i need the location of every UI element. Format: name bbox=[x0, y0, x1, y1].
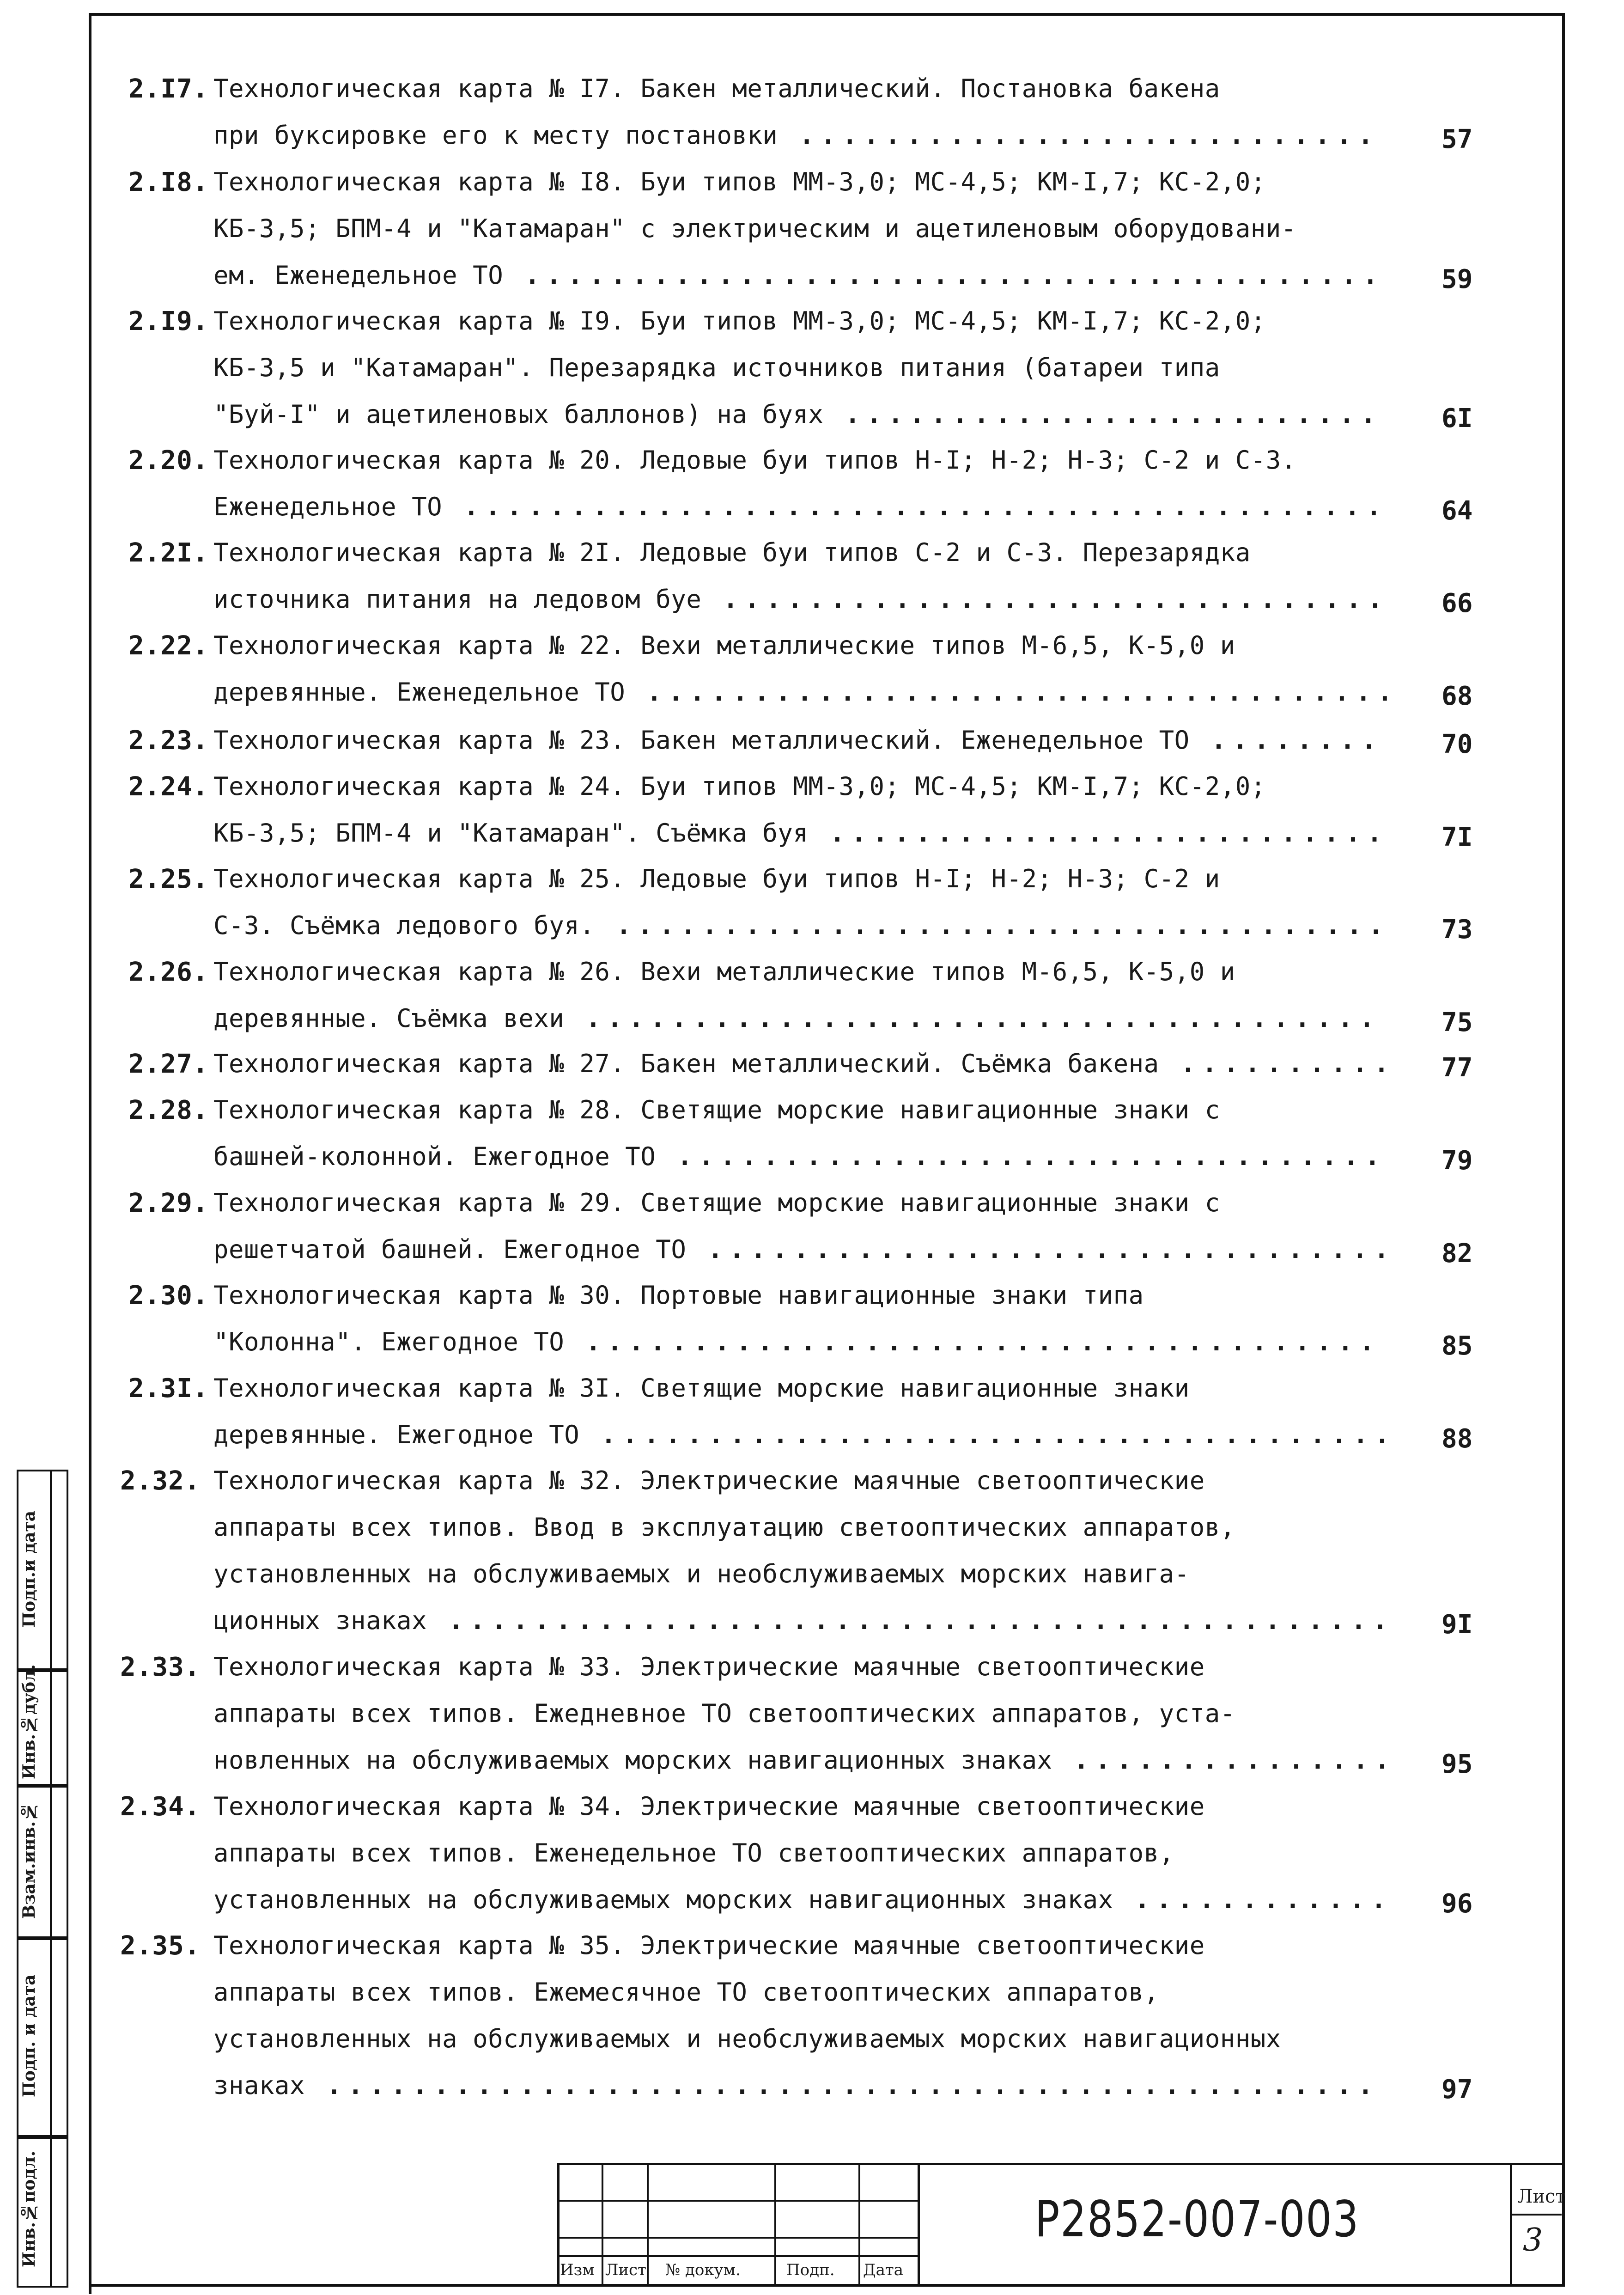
title-block-col-line-1 bbox=[602, 2163, 603, 2284]
toc-entry-number: 2.I7. bbox=[128, 74, 209, 104]
toc-entry-text: Технологическая карта № I7. Бакен металлический. Постановка бакена bbox=[213, 74, 1220, 103]
toc-entry-text: "Колонна". Ежегодное ТО bbox=[213, 1327, 565, 1356]
toc-entry-line bbox=[213, 1188, 1220, 1217]
toc-entry-number: 2.I8. bbox=[128, 167, 209, 197]
toc-entry-text: Технологическая карта № 2I. Ледовые буи типов С-2 и С-3. Перезарядка bbox=[213, 538, 1251, 567]
toc-entry-page-number: 85 bbox=[1442, 1331, 1473, 1361]
toc-entry-page-number: 97 bbox=[1442, 2075, 1473, 2105]
toc-entry-text: Технологическая карта № 20. Ледовые буи типов Н-I; Н-2; Н-3; С-2 и С-3. bbox=[213, 446, 1296, 475]
toc-entry-text: установленных на обслуживаемых и необслуживаемых морских навига- bbox=[213, 1559, 1190, 1588]
title-block-sheet-row-line bbox=[1510, 2214, 1562, 2216]
toc-entry-text: Технологическая карта № 30. Портовые навигационные знаки типа bbox=[213, 1281, 1144, 1310]
dot-leader: ............................... bbox=[701, 585, 1389, 614]
toc-entry-page-number: 82 bbox=[1442, 1239, 1473, 1269]
toc-entry-page-number: 66 bbox=[1442, 588, 1473, 618]
toc-entry-text: аппараты всех типов. Ежедневное ТО светооптических аппаратов, уста- bbox=[213, 1699, 1235, 1728]
dot-leader: ..................................... bbox=[564, 1004, 1381, 1033]
dot-leader: .......................... bbox=[808, 818, 1389, 848]
toc-entry-line bbox=[213, 1792, 1205, 1821]
toc-entry-page-number: 75 bbox=[1442, 1007, 1473, 1038]
toc-entry-number: 2.20. bbox=[128, 446, 209, 476]
toc-entry-text: Еженедельное ТО bbox=[213, 492, 443, 521]
toc-entry-line bbox=[213, 1746, 1396, 1775]
column-sheet: Лист bbox=[605, 2261, 646, 2279]
toc-entry-number: 2.33. bbox=[120, 1652, 201, 1682]
dot-leader: ..................................... bbox=[579, 1420, 1396, 1449]
toc-entry-line bbox=[213, 2024, 1281, 2053]
toc-entry-text: Технологическая карта № 26. Вехи металлические типов М-6,5, К-5,0 и bbox=[213, 957, 1235, 986]
toc-entry-page-number: 96 bbox=[1442, 1889, 1473, 1919]
toc-entry-text: КБ-3,5 и "Катамаран". Перезарядка источников питания (батареи типа bbox=[213, 353, 1220, 382]
toc-entry-text: деревянные. Ежегодное ТО bbox=[213, 1420, 580, 1449]
toc-entry-line bbox=[213, 1142, 1387, 1171]
toc-entry-number: 2.28. bbox=[128, 1095, 209, 1125]
toc-entry-page-number: 73 bbox=[1442, 915, 1473, 945]
toc-entry-number: 2.35. bbox=[120, 1931, 201, 1961]
toc-entry-text: Технологическая карта № 25. Ледовые буи типов Н-I; Н-2; Н-3; С-2 и bbox=[213, 864, 1220, 893]
toc-entry-text: аппараты всех типов. Ежемесячное ТО светооптических аппаратов, bbox=[213, 1978, 1159, 2007]
toc-entry-line bbox=[213, 1373, 1190, 1403]
toc-entry-text: Технологическая карта № 34. Электрические маячные светооптические bbox=[213, 1792, 1205, 1821]
toc-entry-line bbox=[213, 1885, 1393, 1914]
toc-entry-line bbox=[213, 167, 1266, 196]
toc-entry-text: Технологическая карта № 22. Вехи металлические типов М-6,5, К-5,0 и bbox=[213, 631, 1235, 660]
toc-entry-number: 2.29. bbox=[128, 1188, 209, 1218]
dot-leader: ................................ bbox=[686, 1235, 1396, 1264]
toc-entry-text: новленных на обслуживаемых морских навигационных знаках bbox=[213, 1746, 1052, 1775]
stamp-cell-3-inner bbox=[48, 1784, 68, 1940]
toc-entry-line bbox=[213, 400, 1382, 429]
toc-entry-text: деревянные. Еженедельное ТО bbox=[213, 678, 626, 707]
toc-entry-line bbox=[213, 1466, 1205, 1495]
toc-entry-line bbox=[213, 726, 1383, 755]
toc-entry-line bbox=[213, 1559, 1190, 1588]
toc-entry-line bbox=[213, 261, 1384, 290]
toc-entry-text: знаках bbox=[213, 2071, 305, 2100]
toc-entry-number: 2.30. bbox=[128, 1281, 209, 1311]
toc-entry-number: 2.I9. bbox=[128, 306, 209, 336]
frame-left-border bbox=[89, 15, 91, 2294]
column-signature: Подп. bbox=[786, 2261, 835, 2279]
toc-entry-line bbox=[213, 121, 1380, 150]
toc-entry-line bbox=[213, 1978, 1159, 2007]
title-block-row-line-1 bbox=[557, 2200, 918, 2202]
toc-entry-line bbox=[213, 1652, 1205, 1681]
dot-leader: ................................... bbox=[625, 678, 1399, 707]
toc-entry-page-number: 79 bbox=[1442, 1146, 1473, 1176]
toc-entry-line bbox=[213, 1327, 1381, 1356]
toc-entry-line bbox=[213, 1049, 1395, 1078]
toc-entry-line bbox=[213, 585, 1389, 614]
toc-entry-number: 2.22. bbox=[128, 631, 209, 661]
title-block-col-line-3 bbox=[774, 2163, 776, 2284]
toc-entry-line bbox=[213, 1513, 1235, 1542]
toc-entry-page-number: 9I bbox=[1442, 1610, 1473, 1640]
toc-entry-text: КБ-3,5; БПМ-4 и "Катамаран" с электрическим и ацетиленовым оборудовани- bbox=[213, 214, 1296, 243]
dot-leader: ........................... bbox=[778, 121, 1380, 150]
dot-leader: ............................................ bbox=[427, 1606, 1394, 1635]
toc-entry-page-number: 64 bbox=[1442, 496, 1473, 526]
toc-entry-line bbox=[213, 214, 1296, 243]
toc-entry-text: Технологическая карта № 29. Светящие морские навигационные знаки с bbox=[213, 1188, 1220, 1217]
sheet-number: 3 bbox=[1523, 2222, 1543, 2258]
toc-entry-line bbox=[213, 1420, 1396, 1449]
toc-entry-line bbox=[213, 1004, 1381, 1033]
toc-entry-text: Технологическая карта № 35. Электрические маячные светооптические bbox=[213, 1931, 1205, 1960]
toc-entry-line bbox=[213, 306, 1266, 336]
dot-leader: ........................................ bbox=[503, 261, 1385, 290]
toc-entry-number: 2.25. bbox=[128, 864, 209, 894]
toc-entry-text: аппараты всех типов. Еженедельное ТО светооптических аппаратов, bbox=[213, 1838, 1174, 1868]
stamp-cell-1-inner bbox=[48, 1470, 68, 1672]
toc-entry-page-number: 88 bbox=[1442, 1424, 1473, 1454]
toc-entry-page-number: 6I bbox=[1442, 403, 1473, 433]
toc-entry-line bbox=[213, 1606, 1394, 1635]
toc-entry-number: 2.34. bbox=[120, 1792, 201, 1822]
toc-entry-number: 2.3I. bbox=[128, 1373, 209, 1404]
toc-entry-number: 2.24. bbox=[128, 772, 209, 802]
title-block-col-line-4 bbox=[858, 2163, 860, 2284]
toc-entry-page-number: 77 bbox=[1442, 1053, 1473, 1083]
toc-entry-line bbox=[213, 678, 1399, 707]
toc-entry-line bbox=[213, 353, 1220, 382]
dot-leader: ........ bbox=[1189, 726, 1383, 755]
stamp-cell-5-inner bbox=[48, 2135, 68, 2288]
toc-entry-line bbox=[213, 864, 1220, 893]
sheet-label: Лист bbox=[1517, 2186, 1566, 2207]
toc-entry-line bbox=[213, 818, 1388, 848]
toc-entry-line bbox=[213, 538, 1251, 567]
dot-leader: .................................... bbox=[595, 911, 1390, 940]
title-block-row-line-2 bbox=[557, 2237, 918, 2239]
toc-entry-text: деревянные. Съёмка вехи bbox=[213, 1004, 565, 1033]
toc-entry-page-number: 59 bbox=[1442, 264, 1473, 294]
toc-entry-line bbox=[213, 631, 1235, 660]
toc-entry-page-number: 7I bbox=[1442, 822, 1473, 852]
toc-entry-page-number: 95 bbox=[1442, 1749, 1473, 1779]
column-document-number: № докум. bbox=[665, 2261, 741, 2279]
dot-leader: .......... bbox=[1159, 1049, 1396, 1078]
toc-entry-text: при буксировке его к месту постановки bbox=[213, 121, 778, 150]
toc-entry-text: Технологическая карта № 32. Электрические маячные светооптические bbox=[213, 1466, 1205, 1495]
toc-entry-line bbox=[213, 492, 1388, 521]
title-block-row-line-3 bbox=[557, 2255, 918, 2257]
toc-entry-text: Технологическая карта № 27. Бакен металлический. Съёмка бакена bbox=[213, 1049, 1159, 1078]
toc-entry-page-number: 68 bbox=[1442, 681, 1473, 711]
toc-entry-text: установленных на обслуживаемых морских навигационных знаках bbox=[213, 1885, 1113, 1914]
dot-leader: ............... bbox=[1052, 1746, 1396, 1775]
toc-entry-line bbox=[213, 446, 1296, 475]
toc-entry-text: Технологическая карта № 23. Бакен металлический. Еженедельное ТО bbox=[213, 726, 1190, 755]
stamp-signature-date-2: Подп. и дата bbox=[19, 1974, 39, 2097]
toc-entry-text: установленных на обслуживаемых и необслуживаемых морских навигационных bbox=[213, 2024, 1281, 2053]
toc-entry-text: Технологическая карта № I8. Буи типов ММ-3,0; МС-4,5; КМ-I,7; КС-2,0; bbox=[213, 167, 1266, 196]
dot-leader: ........................................... bbox=[442, 492, 1388, 521]
toc-entry-text: источника питания на ледовом буе bbox=[213, 585, 702, 614]
toc-entry-text: С-3. Съёмка ледового буя. bbox=[213, 911, 595, 940]
stamp-original-inventory: Инв.№подл. bbox=[19, 2150, 39, 2268]
stamp-replacement-inventory: Взам.инв.№ bbox=[19, 1801, 39, 1919]
toc-entry-line bbox=[213, 1095, 1220, 1124]
toc-entry-page-number: 70 bbox=[1442, 729, 1473, 759]
toc-entry-line bbox=[213, 1235, 1395, 1264]
column-date: Дата bbox=[863, 2261, 903, 2279]
toc-entry-text: решетчатой башней. Ежегодное ТО bbox=[213, 1235, 687, 1264]
dot-leader: ......................... bbox=[823, 400, 1382, 429]
frame-top-border bbox=[89, 13, 1565, 16]
toc-entry-line bbox=[213, 957, 1235, 986]
toc-entry-text: КБ-3,5; БПМ-4 и "Катамаран". Съёмка буя bbox=[213, 818, 809, 848]
toc-entry-line bbox=[213, 74, 1220, 103]
toc-entry-line bbox=[213, 1838, 1174, 1868]
toc-entry-line bbox=[213, 1699, 1235, 1728]
toc-entry-number: 2.2I. bbox=[128, 538, 209, 568]
title-block-col-line-2 bbox=[647, 2163, 649, 2284]
dot-leader: ............ bbox=[1113, 1885, 1393, 1914]
toc-entry-text: "Буй-I" и ацетиленовых баллонов) на буях bbox=[213, 400, 824, 429]
dot-leader: ..................................... bbox=[564, 1327, 1381, 1356]
toc-entry-number: 2.32. bbox=[120, 1466, 201, 1496]
dot-leader: ................................................. bbox=[305, 2071, 1380, 2100]
toc-entry-text: Технологическая карта № 3I. Светящие морские навигационные знаки bbox=[213, 1373, 1190, 1403]
toc-entry-number: 2.23. bbox=[128, 726, 209, 756]
toc-entry-line bbox=[213, 2071, 1380, 2100]
toc-entry-line bbox=[213, 911, 1390, 940]
stamp-duplicate-inventory: Инв.№дубл. bbox=[19, 1664, 39, 1779]
title-block-col-line-5 bbox=[918, 2163, 920, 2284]
stamp-cell-4-inner bbox=[48, 1936, 68, 2139]
toc-entry-text: Технологическая карта № 24. Буи типов ММ-3,0; МС-4,5; КМ-I,7; КС-2,0; bbox=[213, 772, 1266, 801]
toc-entry-text: Технологическая карта № I9. Буи типов ММ-3,0; МС-4,5; КМ-I,7; КС-2,0; bbox=[213, 306, 1266, 336]
toc-entry-number: 2.27. bbox=[128, 1049, 209, 1079]
toc-entry-text: Технологическая карта № 33. Электрические маячные светооптические bbox=[213, 1652, 1205, 1681]
toc-entry-page-number: 57 bbox=[1442, 124, 1473, 154]
toc-entry-line bbox=[213, 772, 1266, 801]
toc-entry-text: ем. Еженедельное ТО bbox=[213, 261, 504, 290]
document-code: Р2852-007-003 bbox=[1035, 2191, 1360, 2248]
toc-entry-text: башней-колонной. Ежегодное ТО bbox=[213, 1142, 656, 1171]
toc-entry-text: ционных знаках bbox=[213, 1606, 427, 1635]
toc-entry-number: 2.26. bbox=[128, 957, 209, 987]
toc-entry-line bbox=[213, 1931, 1205, 1960]
title-block-sheet-divider bbox=[1510, 2163, 1512, 2284]
dot-leader: ................................. bbox=[656, 1142, 1387, 1171]
toc-entry-text: Технологическая карта № 28. Светящие морские навигационные знаки с bbox=[213, 1095, 1220, 1124]
frame-right-border bbox=[1562, 13, 1565, 2287]
stamp-signature-date-1: Подп.и дата bbox=[19, 1510, 39, 1628]
stamp-cell-2-inner bbox=[48, 1668, 68, 1788]
toc-entry-line bbox=[213, 1281, 1144, 1310]
column-change: Изм bbox=[560, 2261, 595, 2279]
toc-entry-text: аппараты всех типов. Ввод в эксплуатацию светооптических аппаратов, bbox=[213, 1513, 1235, 1542]
